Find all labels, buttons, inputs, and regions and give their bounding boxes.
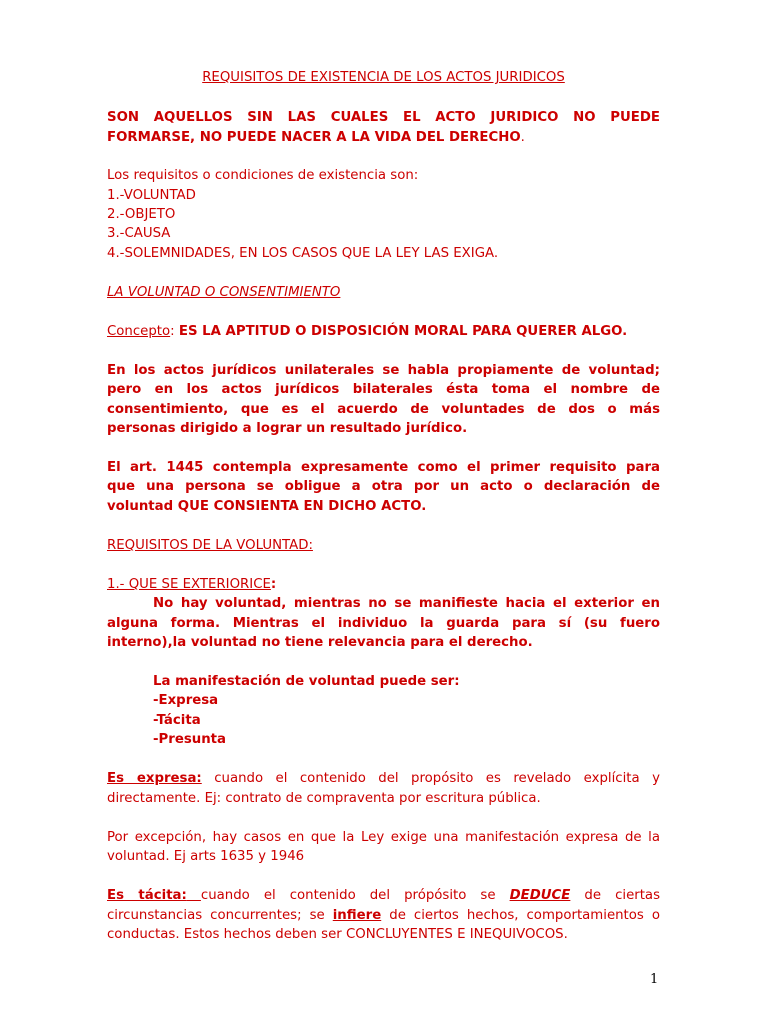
expresa-text: cuando el contenido del propósito es revelado explícita y <box>201 771 660 786</box>
exteriorice-line: No hay voluntad, mientras no se manifieste hacia el exterior en <box>153 596 660 611</box>
exteriorice-line: interno),la voluntad no tiene relevancia para el derecho. <box>107 635 533 650</box>
requirement-item: 1.-VOLUNTAD <box>107 188 196 203</box>
para2-line: El art. 1445 contempla expresamente como el primer requisito para <box>107 460 660 475</box>
voluntad-heading: LA VOLUNTAD O CONSENTIMIENTO <box>107 285 341 300</box>
exteriorice-line: alguna forma. Mientras el individuo la guarda para sí (su fuero <box>107 616 660 631</box>
tacita-text-c: circunstancias concurrentes; se <box>107 908 333 923</box>
document-title: REQUISITOS DE EXISTENCIA DE LOS ACTOS JURIDICOS <box>202 70 565 85</box>
requirement-item: 4.-SOLEMNIDADES, EN LOS CASOS QUE LA LEY LAS EXIGA. <box>107 246 499 261</box>
para2-line: voluntad QUE CONSIENTA EN DICHO ACTO. <box>107 499 427 514</box>
concepto-text: ES LA APTITUD O DISPOSICIÓN MORAL PARA QUERER ALGO. <box>178 324 628 339</box>
manifestacion-item: -Presunta <box>153 732 227 747</box>
tacita-text-b: de ciertas <box>570 888 661 903</box>
para1-line: En los actos jurídicos unilaterales se habla propiamente de voluntad; <box>107 363 660 378</box>
para1-line: personas dirigido a lograr un resultado jurídico. <box>107 421 468 436</box>
tacita-line-2 <box>107 906 660 926</box>
requirement-item: 3.-CAUSA <box>107 226 171 241</box>
tacita-label: Es tácita: <box>107 888 187 903</box>
concepto-label: Concepto <box>107 324 171 339</box>
concepto-sep: : <box>170 324 179 339</box>
requirements-lead: Los requisitos o condiciones de existencia son: <box>107 168 419 183</box>
excepcion-line: voluntad. Ej arts 1635 y 1946 <box>107 849 305 864</box>
manifestacion-lead: La manifestación de voluntad puede ser: <box>153 674 460 689</box>
requirement-item: 2.-OBJETO <box>107 207 176 222</box>
manifestacion-item: -Tácita <box>153 713 201 728</box>
intro-line-2-period: . <box>520 130 525 145</box>
tacita-deduce: DEDUCE <box>509 888 571 903</box>
tacita-gap <box>187 888 201 903</box>
intro-line-2 <box>107 128 660 148</box>
expresa-line-1 <box>107 769 660 789</box>
exteriorice-heading <box>107 575 660 595</box>
tacita-line-1 <box>107 886 660 906</box>
para1-line: consentimiento, que es el acuerdo de voluntades de dos o más <box>107 402 660 417</box>
manifestacion-item: -Expresa <box>153 693 219 708</box>
excepcion-line: Por excepción, hay casos en que la Ley exige una manifestación expresa de la <box>107 830 660 845</box>
expresa-label: Es expresa: <box>107 771 202 786</box>
tacita-text-d: de ciertos hechos, comportamientos o <box>381 908 660 923</box>
req-voluntad-heading: REQUISITOS DE LA VOLUNTAD: <box>107 538 313 553</box>
exteriorice-label: 1.- QUE SE EXTERIORICE <box>107 577 271 592</box>
expresa-line-2: directamente. Ej: contrato de compraventa por escritura pública. <box>107 791 541 806</box>
tacita-line-3: conductas. Estos hechos deben ser CONCLUYENTES E INEQUIVOCOS. <box>107 927 568 942</box>
tacita-text-a: cuando el contenido del própósito se <box>200 888 510 903</box>
intro-line-1: SON AQUELLOS SIN LAS CUALES EL ACTO JURIDICO NO PUEDE <box>107 110 660 125</box>
intro-line-2-text: FORMARSE, NO PUEDE NACER A LA VIDA DEL DERECHO <box>107 130 521 145</box>
page-number: 1 <box>650 972 659 987</box>
exteriorice-colon: : <box>270 577 277 592</box>
para1-line: pero en los actos jurídicos bilaterales ésta toma el nombre de <box>107 382 660 397</box>
para2-line: que una persona se obligue a otra por un acto o declaración de <box>107 479 660 494</box>
tacita-infiere: infiere <box>332 908 382 923</box>
concepto-line <box>107 322 660 342</box>
